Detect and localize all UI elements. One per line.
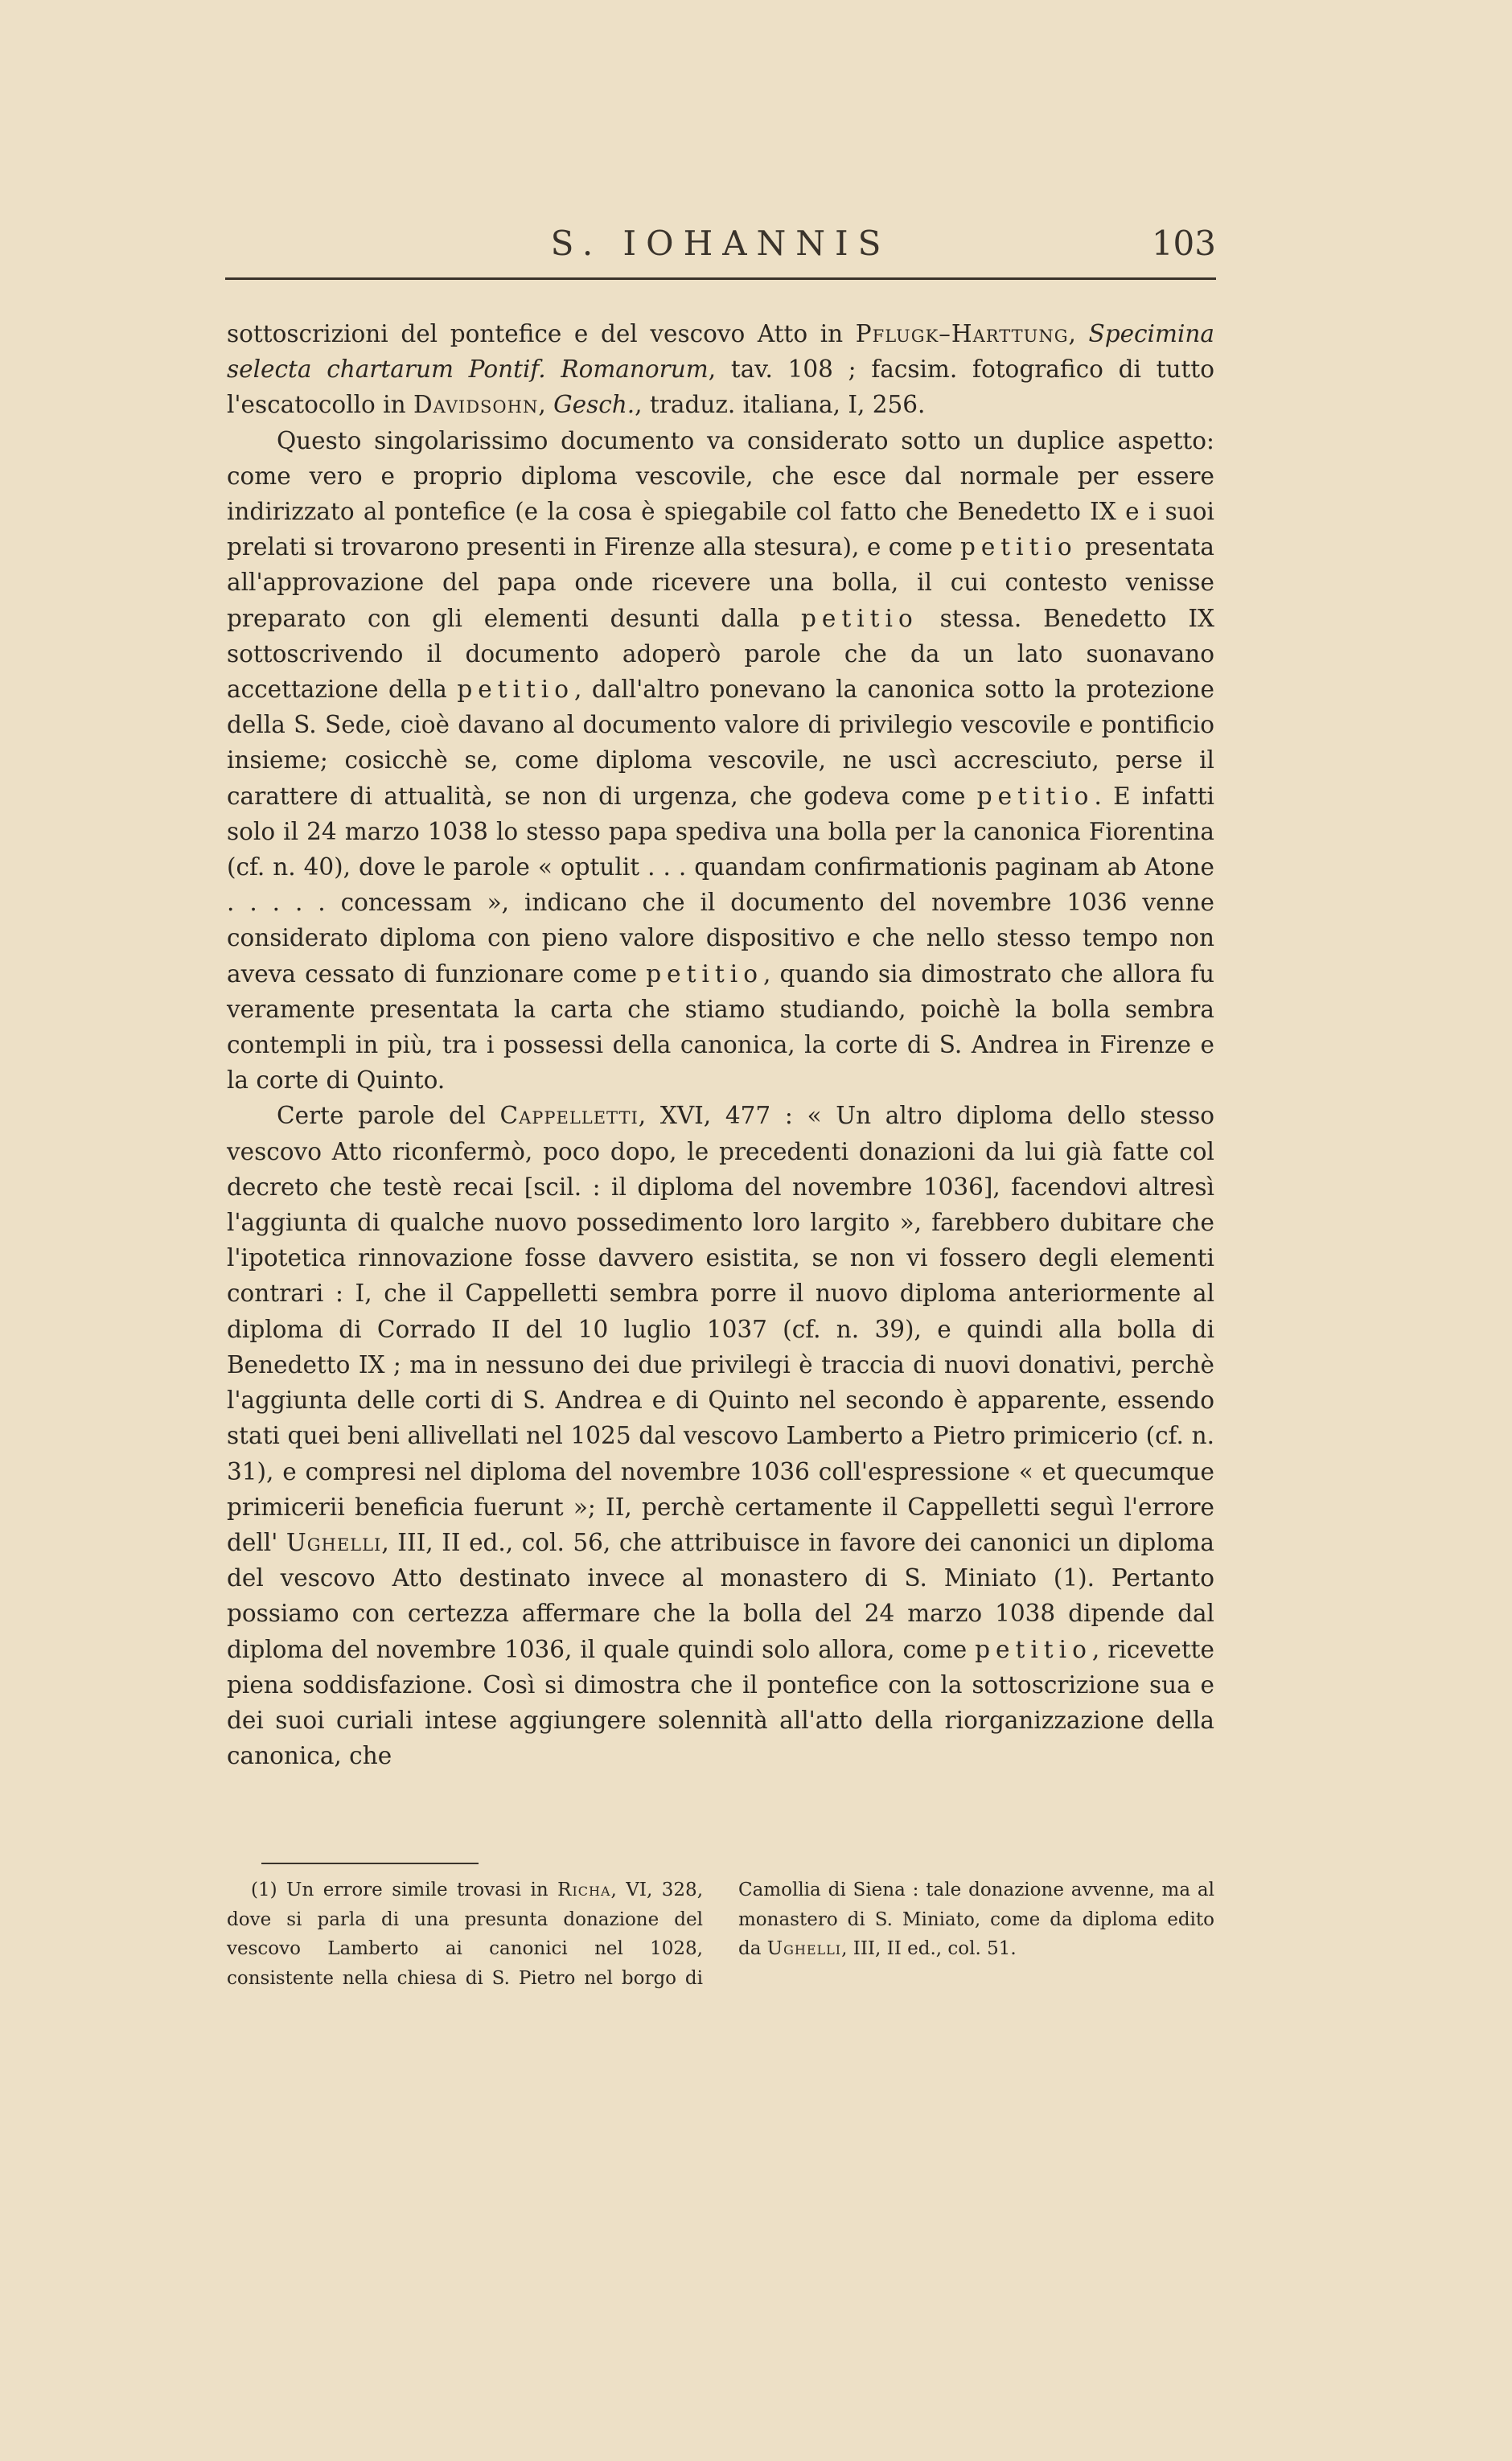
page-number: 103 xyxy=(1151,224,1216,263)
footnotes xyxy=(227,1876,1214,1993)
footnote xyxy=(227,1876,1214,1993)
text-run: sottoscrizioni del pontefice e del vescovo Atto in xyxy=(227,320,856,347)
text-run: , dall'altro ponevano la canonica sotto la protezione della S. Sede, cioè davano al documento valore di privilegio vescovile e pontificio insieme; cosicchè se, come diploma vescovile, ne uscì accresciuto, perse il carattere di attualità, se non di urgenza, che godeva come xyxy=(227,676,1214,810)
text-run: , III, II ed., col. 56, che attribuisce in favore dei canonici un diploma del vescovo Atto destinato invece al monastero di S. Miniato (1). Pertanto possiamo con certezza affermare che la bolla del 24 marzo 1038 dipende dal diploma del novembre 1036, il quale quindi solo allora, come xyxy=(227,1528,1214,1663)
author-name: Ughelli xyxy=(286,1528,382,1556)
text-run: , XVI, 477 : « Un altro diploma dello stesso vescovo Atto riconfermò, poco dopo, le precedenti donazioni da lui già fatte col decreto che testè recai [scil. : il diploma del novembre 1036], facendovi altresì l'aggiunta di qualche nuovo possedimento loro largito », farebbero dubitare che l'ipotetica rinnovazione fosse davvero esistita, se non vi fossero degli elementi contrari : I, che il Cappelletti sembra porre il nuovo diploma anteriormente al diploma di Corrado II del 10 luglio 1037 (cf. n. 39), e quindi alla bolla di Benedetto IX ; ma in nessuno dei due privilegi è traccia di nuovi donativi, perchè l'aggiunta delle corti di S. Andrea e di Quinto nel secondo è apparente, essendo stati quei beni allivellati nel 1025 dal vescovo Lamberto a Pietro primicerio (cf. n. 31), e compresi nel diploma del novembre 1036 coll'espressione « et quecumque primicerii beneficia fuerunt »; II, perchè certamente il Cappelletti seguì l'errore dell' xyxy=(227,1102,1214,1556)
text-run: , VI, 328, dove si parla di una presunta donazione del vescovo Lamberto ai canonici nel 1028, consistente nella chiesa di S. Pietro nel borgo di Camollia di Siena : tale donazione avvenne, ma al monastero di S. Miniato, come da diploma edito da xyxy=(227,1880,1214,1989)
author-name: Pflugk–Harttung xyxy=(855,320,1069,347)
footnote-rule xyxy=(261,1863,479,1864)
paragraph xyxy=(227,1098,1214,1773)
paragraph-continuation xyxy=(227,316,1214,423)
spaced-term: petitio xyxy=(959,533,1078,561)
work-title: Gesch. xyxy=(553,391,635,419)
spaced-term: petitio xyxy=(646,959,763,988)
text-run: . E infatti solo il 24 marzo 1038 lo stesso papa spediva una bolla per la canonica Fiorentina (cf. n. 40), dove le parole « optulit . . . quandam confirmationis paginam ab Atone . . . . . concessam », indicano che il documento del novembre 1036 venne considerato diploma con pieno valore dispositivo e che nello stesso tempo non aveva cessato di funzionare come xyxy=(227,782,1214,988)
text-run: , quando sia dimostrato che allora fu veramente presentata la carta che stiamo studiando, poichè la bolla sembra contempli in più, tra i possessi della canonica, la corte di S. Andrea in Firenze e la corte di Quinto. xyxy=(227,959,1214,1095)
text-run: Questo singolarissimo documento va considerato sotto un duplice aspetto: come vero e proprio diploma vescovile, che esce dal normale per essere indirizzato al pontefice (e la cosa è spiegabile col fatto che Benedetto IX e i suoi prelati si trovarono presenti in Firenze alla stesura), e come xyxy=(227,426,1214,561)
paragraph xyxy=(227,423,1214,1099)
spaced-term: petitio xyxy=(801,604,918,632)
text-run: , xyxy=(1068,320,1089,347)
header-rule xyxy=(225,277,1216,280)
work-title: Specimina selecta chartarum Pontif. Romanorum xyxy=(227,320,1214,384)
text-run: , xyxy=(538,391,554,419)
author-name: Richa xyxy=(557,1880,611,1900)
text-run: , ricevette piena soddisfazione. Così si dimostra che il pontefice con la sottoscrizione sua e dei suoi curiali intese aggiungere solennità all'atto della riorganizzazione della canonica, che xyxy=(227,1635,1214,1770)
author-name: Ughelli xyxy=(766,1938,842,1959)
text-run: Certe parole del xyxy=(277,1102,500,1130)
body-text xyxy=(227,316,1214,1773)
running-head xyxy=(225,224,1216,272)
text-run: , III, II ed., col. 51. xyxy=(841,1938,1017,1959)
spaced-term: petitio xyxy=(975,1635,1092,1663)
spaced-term: petitio xyxy=(976,782,1095,810)
running-title: S. IOHANNIS xyxy=(550,224,891,263)
text-run: (1) Un errore simile trovasi in xyxy=(251,1880,558,1900)
author-name: Davidsohn xyxy=(413,391,539,419)
text-run: presentata all'approvazione del papa onde ricevere una bolla, il cui contesto venisse preparato con gli elementi desunti dalla xyxy=(227,533,1214,632)
text-run: , tav. 108 ; facsim. fotografico di tutto l'escatocollo in xyxy=(227,355,1214,419)
spaced-term: petitio xyxy=(457,676,574,704)
text-run: stessa. Benedetto IX sottoscrivendo il documento adoperò parole che da un lato suonavano accettazione della xyxy=(227,604,1214,704)
text-run: , traduz. italiana, I, 256. xyxy=(635,391,926,419)
author-name: Cappelletti xyxy=(499,1102,639,1130)
